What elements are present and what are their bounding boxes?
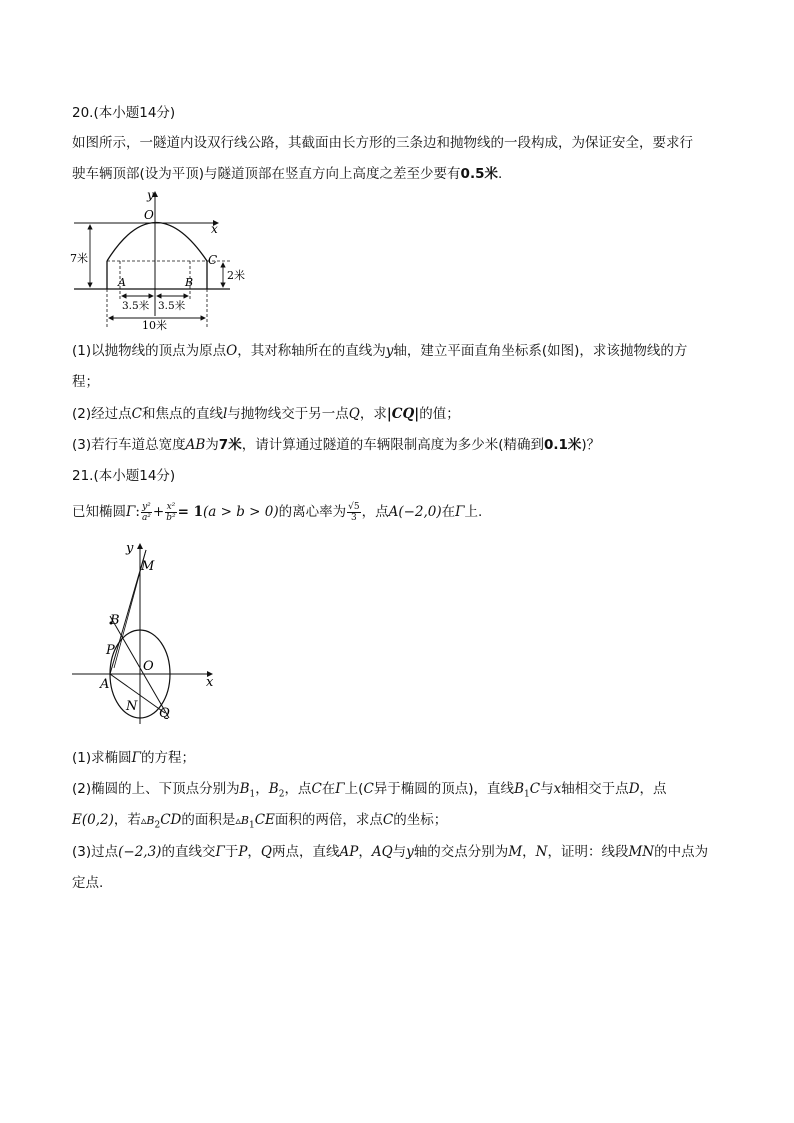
math-P: P bbox=[238, 844, 248, 860]
dim-2m: 2米 bbox=[227, 269, 245, 282]
math-C: C bbox=[131, 406, 142, 422]
text: 和焦点的直线 bbox=[141, 406, 223, 422]
math-N: N bbox=[535, 844, 548, 860]
math-C: C bbox=[363, 781, 374, 797]
math-sub: 2 bbox=[278, 789, 285, 800]
dim-10m: 10米 bbox=[142, 319, 167, 332]
math-sub: 1 bbox=[249, 789, 256, 800]
math-MN: MN bbox=[628, 844, 655, 860]
math-C: C bbox=[529, 781, 541, 797]
q20-part1-line2: 程； bbox=[72, 374, 99, 390]
frac-den: a² bbox=[141, 512, 151, 523]
math-CE: CE bbox=[254, 812, 275, 828]
dim-35a: 3.5米 bbox=[122, 300, 150, 312]
dim-7m: 7米 bbox=[70, 252, 88, 265]
math-colon: : bbox=[135, 504, 140, 520]
text: 的直线交 bbox=[161, 844, 216, 860]
text: ，求 bbox=[359, 406, 387, 422]
label-P: P bbox=[106, 643, 115, 658]
fraction-x2-b2 bbox=[165, 502, 176, 523]
math-pointA: A(−2,0) bbox=[388, 504, 442, 520]
label-y: y bbox=[147, 188, 154, 202]
parabola-arch bbox=[107, 223, 207, 262]
fraction-y2-a2 bbox=[141, 502, 152, 523]
math-triangle: ▵B bbox=[235, 814, 249, 827]
math-D: D bbox=[628, 781, 640, 797]
text: 轴的交点分别为 bbox=[413, 844, 509, 860]
frac-den: b² bbox=[166, 512, 176, 523]
text: ，点 bbox=[639, 781, 667, 797]
math-gamma: Γ bbox=[335, 781, 345, 797]
q21-part2-line2 bbox=[72, 810, 447, 836]
math-C: C bbox=[382, 812, 394, 828]
math-gamma: Γ bbox=[131, 750, 141, 766]
text: (1)求椭圆 bbox=[72, 750, 132, 766]
text: ，证明：线段 bbox=[547, 844, 629, 860]
math-O: O bbox=[226, 343, 238, 359]
text: (2)椭圆的上、下顶点分别为 bbox=[72, 781, 240, 797]
label-M: M bbox=[141, 559, 155, 574]
math-Q: Q bbox=[348, 406, 360, 422]
q21-part2-line1 bbox=[72, 779, 667, 805]
label-A: A bbox=[118, 276, 126, 289]
math-Q: Q bbox=[260, 844, 272, 860]
text: 的方程； bbox=[141, 750, 195, 766]
text: 两点，直线 bbox=[272, 844, 340, 860]
math-sub: 1 bbox=[523, 789, 530, 800]
q20-stem-end: . bbox=[497, 166, 503, 182]
math-l: l bbox=[222, 406, 228, 422]
text: 的坐标； bbox=[393, 812, 448, 828]
math-gamma: Γ bbox=[215, 844, 225, 860]
text: ，若 bbox=[113, 812, 141, 828]
label-O: O bbox=[143, 659, 154, 674]
tunnel-figure bbox=[70, 186, 245, 336]
text: 异于椭圆的顶点)，直线 bbox=[373, 781, 515, 797]
value-01: 0.1米 bbox=[543, 437, 582, 453]
math-x: x bbox=[553, 781, 562, 797]
fraction-ecc bbox=[347, 502, 360, 523]
q21-part3-line1 bbox=[72, 842, 708, 862]
text: 在 bbox=[441, 504, 456, 520]
line-AQ bbox=[110, 674, 165, 713]
text: ，点 bbox=[361, 504, 389, 520]
q21-stem bbox=[72, 500, 482, 524]
text: 与 bbox=[540, 781, 554, 797]
text: 上( bbox=[344, 781, 364, 797]
text: (3)若行车道总宽度 bbox=[72, 437, 186, 453]
text: 的中点为 bbox=[654, 844, 709, 860]
q20-part1-line1 bbox=[72, 341, 687, 361]
math-B: B bbox=[514, 781, 524, 797]
label-x: x bbox=[206, 675, 214, 690]
math-condition: (a > b > 0) bbox=[203, 504, 279, 520]
math-AQ: AQ bbox=[371, 844, 393, 860]
text: 在 bbox=[321, 781, 336, 797]
label-Q: Q bbox=[159, 706, 170, 721]
label-B: B bbox=[110, 613, 120, 628]
math-plus: + bbox=[152, 504, 165, 520]
text: ， bbox=[255, 781, 269, 797]
q21-header: 21.(本小题14分) bbox=[72, 468, 176, 484]
text: (3)过点 bbox=[72, 844, 119, 860]
text: ，点 bbox=[284, 781, 312, 797]
text: 面积的两倍，求点 bbox=[274, 812, 383, 828]
text: 于 bbox=[224, 844, 239, 860]
text: ，请计算通过隧道的车辆限制高度为多少米(精确到 bbox=[241, 437, 544, 453]
q20-part2 bbox=[72, 404, 460, 424]
text: 为 bbox=[205, 437, 219, 453]
label-N: N bbox=[126, 699, 138, 714]
text: ， bbox=[247, 844, 261, 860]
math-y: y bbox=[406, 844, 414, 860]
label-A: A bbox=[100, 677, 110, 692]
math-CD: CD bbox=[160, 812, 182, 828]
text: 已知椭圆 bbox=[72, 504, 126, 520]
text: 轴，建立平面直角坐标系(如图)，求该抛物线的方 bbox=[393, 343, 688, 359]
math-C: C bbox=[311, 781, 322, 797]
math-eq-one: = 1 bbox=[177, 504, 204, 520]
math-y: y bbox=[385, 343, 394, 359]
math-B: B bbox=[268, 781, 279, 797]
label-x: x bbox=[211, 222, 218, 236]
text: ，其对称轴所在的直线为 bbox=[237, 343, 386, 359]
label-C: C bbox=[208, 253, 218, 267]
text: 的值； bbox=[419, 406, 460, 422]
math-point: (−2,3) bbox=[118, 844, 162, 860]
frac-den: 3 bbox=[350, 512, 357, 523]
value-7m: 7米 bbox=[218, 437, 242, 453]
text: 的离心率为 bbox=[278, 504, 347, 520]
q20-part3 bbox=[72, 435, 600, 455]
math-B: B bbox=[239, 781, 250, 797]
q20-header: 20.(本小题14分) bbox=[72, 105, 176, 121]
q20-stem-text: 驶车辆顶部(设为平顶)与隧道顶部在竖直方向上高度之差至少要有 bbox=[72, 166, 461, 182]
label-B: B bbox=[185, 276, 194, 289]
math-M: M bbox=[508, 844, 523, 860]
q21-part1 bbox=[72, 748, 195, 768]
text: ， bbox=[522, 844, 536, 860]
text: 上. bbox=[464, 504, 483, 520]
text: 的面积是 bbox=[181, 812, 236, 828]
math-triangle: ▵B bbox=[140, 814, 155, 827]
frac-num: x² bbox=[166, 501, 176, 512]
text: 轴相交于点 bbox=[561, 781, 629, 797]
math-AB: AB bbox=[185, 437, 206, 453]
text: (2)经过点 bbox=[72, 406, 132, 422]
math-gamma: Γ bbox=[455, 504, 465, 520]
math-gamma: Γ bbox=[126, 504, 136, 520]
text: 与 bbox=[392, 844, 407, 860]
text: ， bbox=[358, 844, 372, 860]
label-O: O bbox=[144, 208, 154, 222]
label-y: y bbox=[126, 541, 134, 556]
math-AP: AP bbox=[339, 844, 359, 860]
math-CQ: |CQ| bbox=[386, 406, 420, 422]
math-sub: 1 bbox=[248, 820, 255, 831]
ellipse-figure bbox=[70, 538, 220, 728]
q21-part3-line2: 定点. bbox=[72, 875, 104, 891]
q20-stem-value: 0.5米 bbox=[460, 166, 498, 182]
q20-stem-line2 bbox=[72, 164, 502, 184]
text: (1)以抛物线的顶点为原点 bbox=[72, 343, 227, 359]
text: )？ bbox=[581, 437, 601, 453]
frac-num: y² bbox=[142, 501, 151, 512]
text: 与抛物线交于另一点 bbox=[227, 406, 349, 422]
math-sub: 2 bbox=[154, 820, 161, 831]
dim-35b: 3.5米 bbox=[158, 300, 186, 312]
math-E: E(0,2) bbox=[72, 812, 114, 828]
frac-num: √5 bbox=[348, 501, 360, 512]
q20-stem-line1: 如图所示，一隧道内设双行线公路，其截面由长方形的三条边和抛物线的一段构成，为保证安全，要求行 bbox=[72, 135, 693, 151]
